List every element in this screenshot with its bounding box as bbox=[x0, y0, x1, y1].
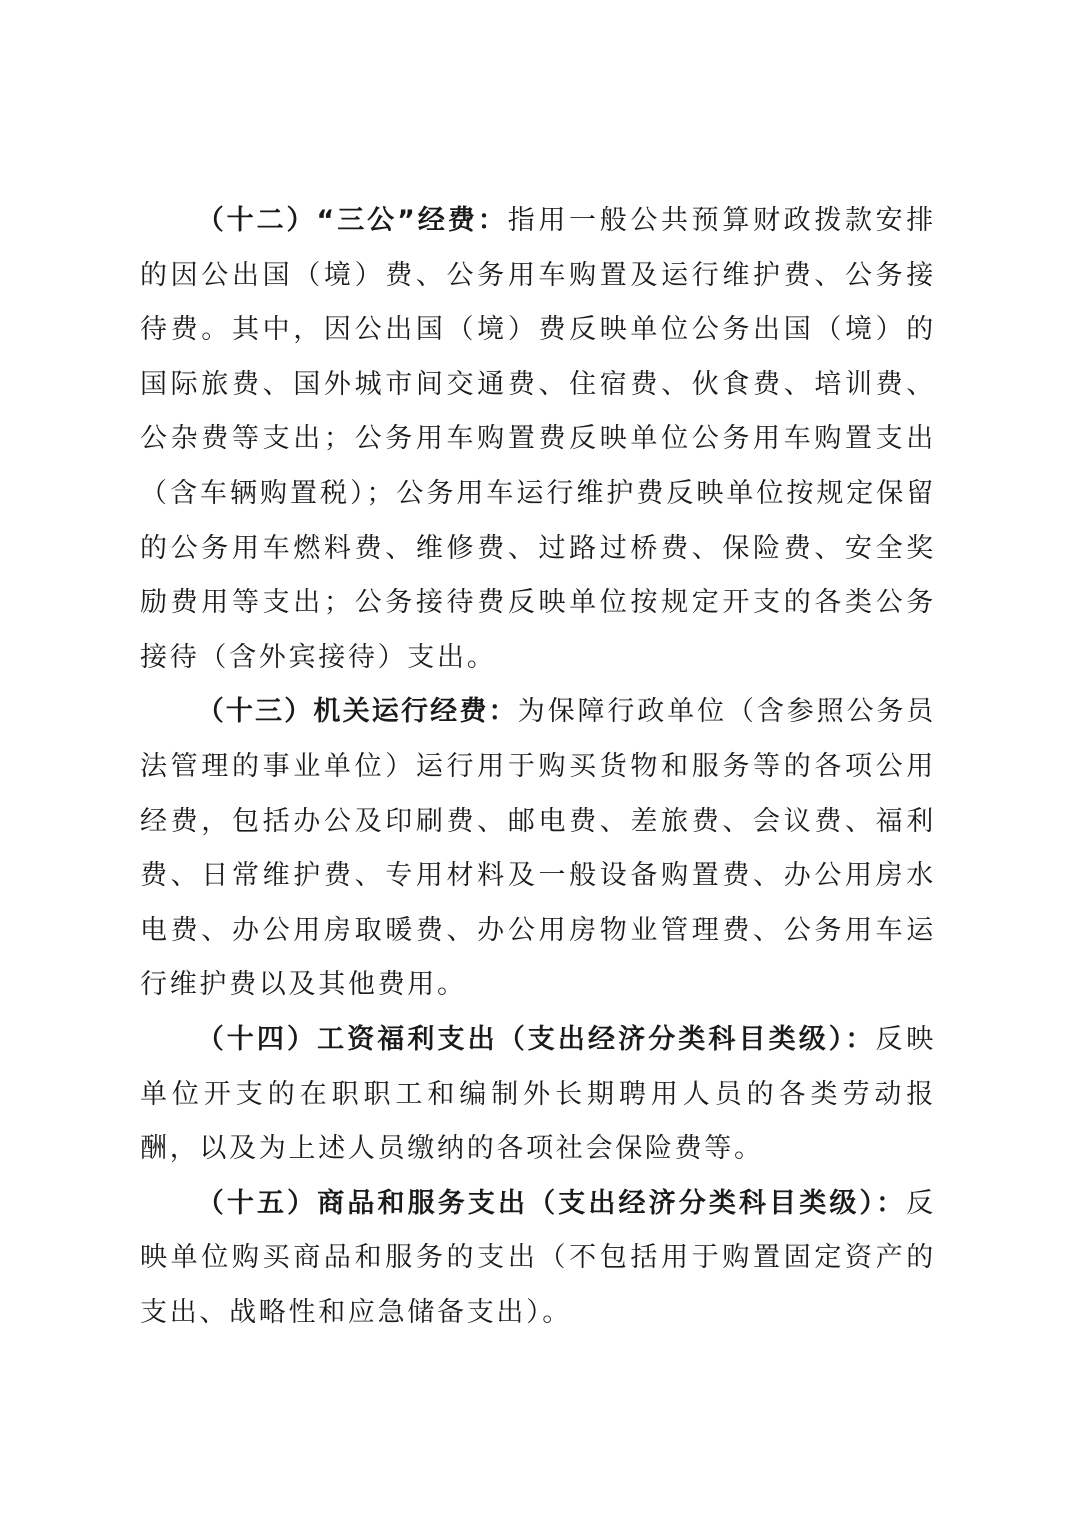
paragraph-salary-welfare-expenditure bbox=[140, 1013, 936, 1177]
paragraph-term: （十三）机关运行经费： bbox=[196, 696, 518, 728]
paragraph-text: 为保障行政单位（含参照公务员法管理的事业单位）运行用于购买货物和服务等的各项公用经费，包括办公及印刷费、邮电费、差旅费、会议费、福利费、日常维护费、专用材料及一般设备购置费、办公用房水电费、办公用房取暖费、办公用房物业管理费、公务用车运行维护费以及其他费用。 bbox=[140, 696, 936, 1001]
paragraph-term: （十五）商品和服务支出（支出经济分类科目类级）： bbox=[196, 1187, 907, 1219]
document-body bbox=[140, 194, 936, 1340]
paragraph-term: （十四）工资福利支出（支出经济分类科目类级）： bbox=[196, 1023, 876, 1055]
paragraph-text: 反映单位购买商品和服务的支出（不包括用于购置固定资产的支出、战略性和应急储备支出）。 bbox=[140, 1187, 936, 1328]
paragraph-term: （十二）“三公”经费： bbox=[196, 205, 508, 236]
paragraph-text: 指用一般公共预算财政拨款安排的因公出国（境）费、公务用车购置及运行维护费、公务接待费。其中，因公出国（境）费反映单位公务出国（境）的国际旅费、国外城市间交通费、住宿费、伙食费、培训费、公杂费等支出；公务用车购置费反映单位公务用车购置支出（含车辆购置税）；公务用车运行维护费反映单位按规定保留的公务用车燃料费、维修费、过路过桥费、保险费、安全奖励费用等支出；公务接待费反映单位按规定开支的各类公务接待（含外宾接待）支出。 bbox=[140, 205, 936, 673]
paragraph-agency-operating-expenses bbox=[140, 685, 936, 1013]
paragraph-text: 反映单位开支的在职职工和编制外长期聘用人员的各类劳动报酬，以及为上述人员缴纳的各项社会保险费等。 bbox=[140, 1023, 937, 1165]
paragraph-goods-services-expenditure bbox=[140, 1177, 936, 1341]
paragraph-sangong-expenses bbox=[140, 194, 936, 685]
